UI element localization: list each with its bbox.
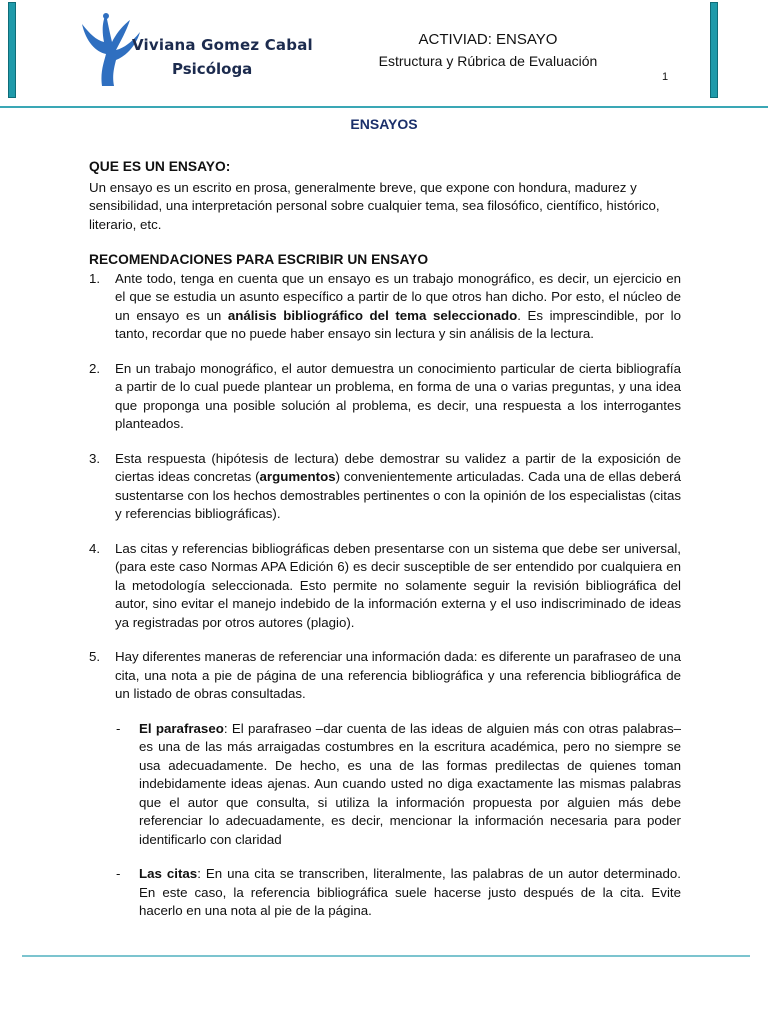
- page-number: 1: [662, 71, 669, 83]
- item-bold-text: argumentos: [259, 469, 336, 484]
- list-item: [89, 450, 681, 524]
- list-number: 2.: [89, 360, 101, 376]
- list-item: [89, 270, 681, 344]
- section-heading: RECOMENDACIONES PARA ESCRIBIR UN ENSAYO: [89, 252, 429, 267]
- logo: [76, 12, 313, 88]
- list-item: [89, 648, 681, 704]
- document-body: [89, 158, 681, 937]
- item-text: ) convenientemente articuladas. Cada una de ellas deberá sustentarse con los hechos demostrables pertinentes o con la opinión de los especialistas (citas y referencias bibliográficas).: [115, 469, 681, 521]
- item-text: : En una cita se transcriben, literalmente, las palabras de un autor determinado. En este caso, la referencia bibliográfica suele hacerse justo después de la cita. Evite hacerlo en una nota al pie de la página.: [139, 866, 681, 918]
- section-heading: QUE ES UN ENSAYO:: [89, 159, 231, 174]
- header-activity: ACTIVIAD: ENSAYO: [418, 31, 558, 48]
- list-number: 3.: [89, 450, 101, 466]
- reference-types-list: [89, 720, 681, 921]
- item-text: Las citas y referencias bibliográficas deben presentarse con un sistema que debe ser universal, (para este caso Normas APA Edición 6) es decir susceptible de ser entendido por cualquiera en la metodología seleccionada. Esto permite no solamente seguir la revisión bibliográfica del autor, sino evitar el manejo indebido de la información externa y el uso indiscriminado de ideas ya registradas por otros autores (plagio).: [115, 540, 681, 630]
- header-left-bar: [8, 2, 16, 98]
- logo-subtitle: Psicóloga: [172, 60, 253, 78]
- list-item: [89, 540, 681, 633]
- item-text: Ante todo, tenga en cuenta que un ensayo es un trabajo monográfico, es decir, un ejercicio en el que se estudia un asunto específico a partir de lo que otros han dicho. Por esto, el núcleo de un ensayo es un: [115, 270, 681, 323]
- list-number: 1.: [89, 270, 101, 286]
- footer-divider: [22, 955, 750, 957]
- item-text: En un trabajo monográfico, el autor demuestra un conocimiento particular de cierta bibliografía a partir de lo cual puede plantear un problema, en forma de una o varias preguntas, y una idea que proponga una posible solución al problema, es decir, una respuesta a los interrogantes planteados.: [115, 360, 681, 431]
- recommendations-list: [89, 270, 681, 704]
- dash-bullet: -: [116, 866, 121, 881]
- item-text: : El parafraseo –dar cuenta de las ideas de alguien más con otras palabras– es una de las más arraigadas costumbres en la escritura académica, pero no siempre se usa adecuadamente. De hecho, es una de las formas predilectas de quienes toman indebidamente ideas ajenas. Aun cuando usted no diga exactamente las mismas palabras que el autor que consulta, si utiliza la información propuesta por alguien más debe referenciar lo adecuadamente, es decir, mencionar la información necesaria para poder identificarlo con claridad: [139, 720, 681, 847]
- list-item: [89, 865, 681, 921]
- list-item: [89, 720, 681, 850]
- item-bold-text: análisis bibliográfico del tema seleccionado: [227, 307, 518, 323]
- dash-bullet: -: [116, 720, 121, 736]
- list-item: [89, 360, 681, 434]
- item-text: Esta respuesta (hipótesis de lectura) debe demostrar su validez a partir de la exposición de ciertas ideas concretas (: [115, 450, 681, 484]
- header-right-bar: [710, 2, 718, 98]
- logo-name: Viviana Gomez Cabal: [132, 36, 313, 54]
- item-bold-text: El parafraseo: [139, 720, 224, 736]
- header-subtitle: Estructura y Rúbrica de Evaluación: [378, 53, 598, 69]
- list-number: 4.: [89, 540, 101, 556]
- item-bold-text: Las citas: [139, 866, 198, 881]
- page-title: ENSAYOS: [350, 116, 418, 132]
- item-text: . Es imprescindible, por lo tanto, recordar que no puede haber ensayo sin lectura y sin análisis de la lectura.: [115, 307, 681, 341]
- list-number: 5.: [89, 649, 101, 664]
- definition-paragraph: Un ensayo es un escrito en prosa, generalmente breve, que expone con hondura, madurez y sensibilidad, una interpretación personal sobre cualquier tema, sea filosófico, científico, histórico, literario, etc.: [89, 179, 660, 232]
- header-divider: [0, 106, 768, 108]
- item-text: Hay diferentes maneras de referenciar una información dada: es diferente un parafraseo de una cita, una nota a pie de página de una referencia bibliográfica y una referencia bibliográfica de un listado de obras consultadas.: [115, 649, 681, 701]
